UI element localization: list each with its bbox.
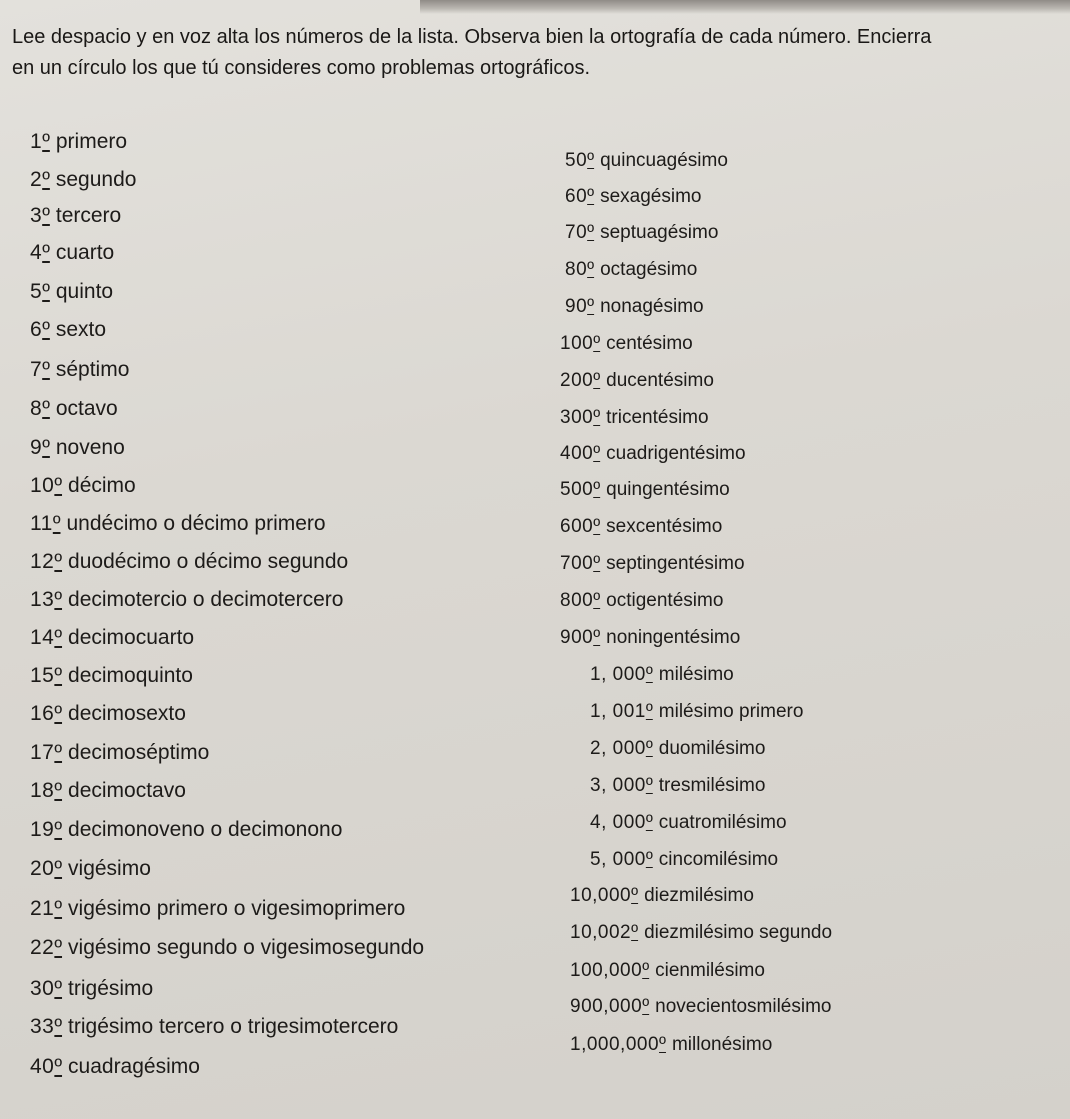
ordinal-number: 8 — [30, 397, 43, 420]
ordinal-number: 200 — [560, 370, 594, 391]
ordinal-indicator: º — [42, 436, 50, 459]
ordinal-word: millonésimo — [671, 1034, 773, 1055]
ordinal-word: cincomilésimo — [658, 849, 779, 870]
ordinal-word: cuadragésimo — [68, 1055, 200, 1078]
ordinal-word: quinto — [55, 280, 114, 303]
ordinal-number: 3 — [30, 204, 43, 227]
ordinal-word: segundo — [55, 168, 137, 191]
ordinal-number: 600 — [560, 516, 594, 537]
ordinal-number: 18 — [30, 779, 55, 802]
ordinal-word: tresmilésimo — [658, 775, 766, 796]
ordinal-word: novecientosmilésimo — [655, 996, 832, 1017]
ordinal-word: trigésimo tercero o trigesimotercero — [68, 1015, 399, 1038]
ordinal-list-item — [30, 1055, 200, 1079]
ordinal-list-item — [30, 280, 113, 304]
page-top-edge — [420, 0, 1070, 14]
ordinal-indicator: º — [54, 857, 63, 880]
ordinal-list-item — [590, 701, 803, 723]
ordinal-list-item — [565, 259, 697, 281]
ordinal-list-item — [560, 443, 746, 465]
ordinal-indicator: º — [593, 479, 601, 500]
ordinal-number: 12 — [30, 550, 55, 573]
ordinal-word: quingentésimo — [606, 479, 730, 500]
ordinal-number: 300 — [560, 407, 594, 428]
ordinal-indicator: º — [593, 553, 601, 574]
ordinal-indicator: º — [54, 1055, 63, 1078]
ordinal-indicator: º — [593, 407, 601, 428]
ordinal-indicator: º — [54, 702, 63, 725]
instruction-line-2: en un círculo los que tú consideres como problemas ortográficos. — [12, 57, 591, 79]
ordinal-list-item — [30, 204, 121, 228]
ordinal-word: diezmilésimo — [644, 885, 754, 906]
ordinal-number: 4 — [30, 241, 43, 264]
ordinal-word: decimotercio o decimotercero — [68, 588, 344, 611]
ordinal-number: 10,000 — [570, 885, 632, 906]
ordinal-word: ducentésimo — [606, 370, 714, 391]
ordinal-indicator: º — [659, 1034, 666, 1055]
ordinal-list-item — [590, 775, 765, 797]
ordinal-number: 13 — [30, 588, 55, 611]
ordinal-indicator: º — [593, 370, 601, 391]
ordinal-indicator: º — [645, 664, 653, 685]
ordinal-word: duodécimo o décimo segundo — [68, 550, 349, 573]
ordinal-number: 40 — [30, 1055, 55, 1078]
ordinal-indicator: º — [587, 296, 595, 317]
ordinal-list-item — [590, 812, 787, 834]
ordinal-word: noningentésimo — [606, 627, 741, 648]
ordinal-number: 21 — [30, 897, 55, 920]
ordinal-number: 19 — [30, 818, 55, 841]
ordinal-list-item — [565, 222, 718, 244]
ordinal-list-item — [30, 977, 153, 1001]
ordinal-indicator: º — [42, 318, 50, 341]
ordinal-list-item — [30, 664, 193, 688]
ordinal-word: quincuagésimo — [600, 150, 728, 171]
ordinal-number: 15 — [30, 664, 55, 687]
ordinal-indicator: º — [42, 358, 50, 381]
ordinal-list-item — [30, 741, 209, 765]
ordinal-word: duomilésimo — [658, 738, 766, 759]
ordinal-list-item — [565, 186, 701, 208]
ordinal-list-item — [30, 436, 125, 460]
ordinal-list-item — [30, 897, 405, 921]
ordinal-word: sexagésimo — [600, 186, 702, 207]
ordinal-word: centésimo — [606, 333, 693, 354]
ordinal-word: milésimo — [658, 664, 734, 685]
ordinal-indicator: º — [645, 849, 653, 870]
ordinal-indicator: º — [54, 588, 63, 611]
ordinal-list-item — [565, 150, 728, 172]
ordinal-number: 9 — [30, 436, 43, 459]
ordinal-word: décimo — [68, 474, 136, 497]
ordinal-word: noveno — [55, 436, 125, 459]
ordinal-list-item — [30, 512, 326, 536]
ordinal-word: vigésimo segundo o vigesimosegundo — [68, 936, 425, 959]
ordinal-list-item — [30, 779, 186, 803]
ordinal-number: 5, 000 — [590, 849, 646, 870]
ordinal-indicator: º — [587, 150, 595, 171]
ordinal-number: 30 — [30, 977, 55, 1000]
ordinal-word: nonagésimo — [600, 296, 704, 317]
ordinal-word: sexto — [55, 318, 107, 341]
ordinal-list-item — [570, 922, 832, 944]
ordinal-number: 70 — [565, 222, 588, 243]
ordinal-number: 17 — [30, 741, 55, 764]
ordinal-number: 10 — [30, 474, 55, 497]
ordinal-number: 900,000 — [570, 996, 643, 1017]
ordinal-list-item — [570, 960, 765, 982]
ordinal-number: 1, 000 — [590, 664, 646, 685]
ordinal-word: decimosexto — [68, 702, 186, 725]
ordinal-number: 20 — [30, 857, 55, 880]
ordinal-indicator: º — [42, 204, 50, 227]
ordinal-indicator: º — [54, 897, 63, 920]
ordinal-word: trigésimo — [68, 977, 154, 1000]
ordinal-number: 10,002 — [570, 922, 632, 943]
ordinal-word: octigentésimo — [606, 590, 724, 611]
ordinal-word: vigésimo — [68, 857, 151, 880]
ordinal-list-item — [30, 588, 343, 612]
ordinal-list-item — [30, 130, 127, 154]
ordinal-list-item — [570, 1034, 772, 1056]
ordinal-list-item — [560, 370, 714, 392]
ordinal-word: primero — [55, 130, 128, 153]
ordinal-number: 5 — [30, 280, 43, 303]
ordinal-indicator: º — [631, 922, 639, 943]
ordinal-indicator: º — [52, 512, 61, 535]
ordinal-indicator: º — [645, 701, 653, 722]
ordinal-indicator: º — [54, 664, 63, 687]
ordinal-number: 400 — [560, 443, 594, 464]
ordinal-list-item — [570, 885, 754, 907]
ordinal-number: 6 — [30, 318, 43, 341]
ordinal-word: decimoctavo — [68, 779, 186, 802]
ordinal-list-item — [30, 818, 342, 842]
ordinal-word: cuarto — [55, 241, 115, 264]
ordinal-indicator: º — [54, 626, 63, 649]
ordinal-word: milésimo primero — [658, 701, 804, 722]
ordinal-indicator: º — [642, 996, 650, 1017]
ordinal-word: cienmilésimo — [655, 960, 765, 981]
ordinal-indicator: º — [593, 627, 601, 648]
ordinal-indicator: º — [587, 186, 595, 207]
instruction-text — [12, 22, 1052, 84]
ordinal-indicator: º — [54, 741, 63, 764]
ordinal-number: 2 — [30, 168, 43, 191]
ordinal-list-item — [30, 550, 348, 574]
ordinal-word: vigésimo primero o vigesimoprimero — [68, 897, 406, 920]
ordinal-list-item — [565, 296, 704, 318]
ordinal-list-item — [560, 516, 722, 538]
ordinal-word: séptimo — [55, 358, 130, 381]
ordinal-list-item — [560, 479, 730, 501]
ordinal-indicator: º — [593, 443, 601, 464]
ordinal-number: 500 — [560, 479, 594, 500]
ordinal-indicator: º — [593, 516, 601, 537]
instruction-line-1: Lee despacio y en voz alta los números de la lista. Observa bien la ortografía de cada número. Encierra — [12, 26, 932, 48]
ordinal-indicator: º — [42, 241, 50, 264]
ordinal-number: 4, 000 — [590, 812, 646, 833]
ordinal-indicator: º — [42, 397, 50, 420]
ordinal-indicator: º — [593, 333, 601, 354]
ordinal-indicator: º — [54, 1015, 63, 1038]
ordinal-list-item — [560, 407, 709, 429]
ordinal-word: cuadrigentésimo — [606, 443, 746, 464]
ordinal-indicator: º — [54, 779, 63, 802]
ordinal-number: 700 — [560, 553, 594, 574]
ordinal-number: 1,000,000 — [570, 1034, 660, 1055]
ordinal-word: tricentésimo — [606, 407, 709, 428]
ordinal-word: decimoquinto — [68, 664, 193, 687]
ordinal-list-item — [560, 333, 693, 355]
ordinal-list-item — [30, 702, 186, 726]
ordinal-number: 33 — [30, 1015, 55, 1038]
ordinal-word: undécimo o décimo primero — [66, 512, 326, 535]
ordinal-number: 900 — [560, 627, 594, 648]
ordinal-list-item — [30, 241, 114, 265]
ordinal-number: 7 — [30, 358, 43, 381]
ordinal-number: 1 — [30, 130, 43, 153]
ordinal-list-item — [30, 857, 151, 881]
ordinal-number: 2, 000 — [590, 738, 646, 759]
ordinal-list-item — [590, 664, 734, 686]
ordinal-list-item — [30, 358, 129, 382]
ordinal-indicator: º — [42, 168, 50, 191]
ordinal-number: 3, 000 — [590, 775, 646, 796]
ordinal-list-item — [570, 996, 832, 1018]
ordinal-indicator: º — [54, 550, 63, 573]
ordinal-number: 14 — [30, 626, 55, 649]
ordinal-indicator: º — [587, 259, 595, 280]
ordinal-indicator: º — [54, 818, 63, 841]
ordinal-indicator: º — [42, 280, 50, 303]
ordinal-list-item — [30, 1015, 398, 1039]
ordinal-number: 1, 001 — [590, 701, 646, 722]
ordinal-word: septingentésimo — [606, 553, 745, 574]
ordinal-word: tercero — [55, 204, 122, 227]
ordinal-number: 100 — [560, 333, 594, 354]
ordinal-list-item — [590, 849, 778, 871]
ordinal-number: 80 — [565, 259, 588, 280]
ordinal-number: 800 — [560, 590, 594, 611]
ordinal-word: cuatromilésimo — [658, 812, 787, 833]
ordinal-list-item — [560, 590, 723, 612]
ordinal-list-item — [560, 627, 740, 649]
ordinal-indicator: º — [42, 130, 50, 153]
ordinal-number: 16 — [30, 702, 55, 725]
ordinal-indicator: º — [645, 812, 653, 833]
ordinal-number: 22 — [30, 936, 55, 959]
ordinal-indicator: º — [54, 977, 63, 1000]
ordinal-indicator: º — [54, 474, 63, 497]
ordinal-number: 90 — [565, 296, 588, 317]
ordinal-indicator: º — [54, 936, 63, 959]
ordinal-list-item — [30, 168, 136, 192]
ordinal-list-item — [30, 318, 106, 342]
ordinal-list-item — [30, 397, 118, 421]
ordinal-number: 100,000 — [570, 960, 643, 981]
ordinal-indicator: º — [631, 885, 639, 906]
ordinal-list-item — [30, 936, 424, 960]
ordinal-indicator: º — [642, 960, 650, 981]
ordinal-number: 60 — [565, 186, 588, 207]
ordinal-list-item — [560, 553, 745, 575]
ordinal-number: 50 — [565, 150, 588, 171]
ordinal-indicator: º — [587, 222, 595, 243]
ordinal-word: septuagésimo — [600, 222, 719, 243]
ordinal-word: octavo — [55, 397, 118, 420]
ordinal-word: decimoséptimo — [68, 741, 210, 764]
ordinal-word: decimocuarto — [68, 626, 195, 649]
ordinal-list-item — [590, 738, 765, 760]
ordinal-indicator: º — [593, 590, 601, 611]
ordinal-list-item — [30, 626, 194, 650]
ordinal-word: decimonoveno o decimonono — [68, 818, 343, 841]
ordinal-number: 11 — [30, 512, 53, 535]
ordinal-word: sexcentésimo — [606, 516, 723, 537]
ordinal-word: octagésimo — [600, 259, 698, 280]
ordinal-indicator: º — [645, 738, 653, 759]
ordinal-indicator: º — [645, 775, 653, 796]
ordinal-list-item — [30, 474, 136, 498]
ordinal-word: diezmilésimo segundo — [644, 922, 833, 943]
